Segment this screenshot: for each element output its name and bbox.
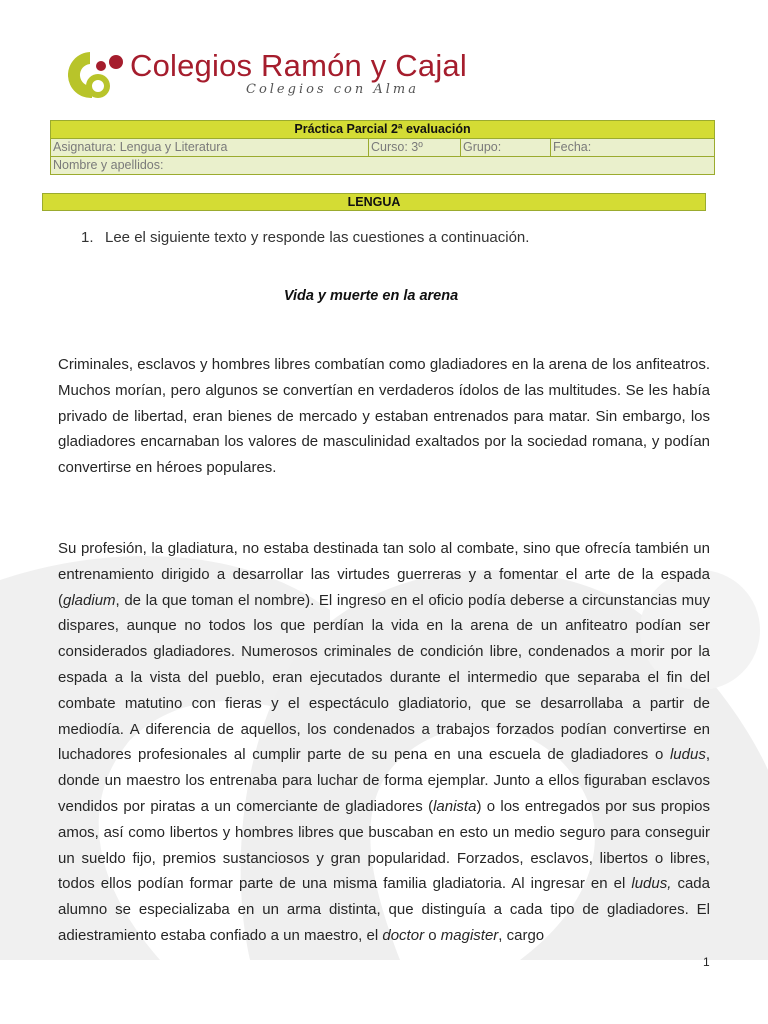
paragraph-2-text: o xyxy=(424,926,441,944)
section-heading: LENGUA xyxy=(42,193,706,211)
question-1 xyxy=(81,229,529,246)
exam-title: Práctica Parcial 2ª evaluación xyxy=(51,121,715,139)
italic-term: gladium xyxy=(63,591,116,609)
logo-mark-icon xyxy=(68,46,126,104)
paragraph-2-text: , donde un maestro los entrenaba para luchar de forma ejemplar. Junto a ellos figuraban esclavos vendidos por piratas a un comerciante de gladiadores ( xyxy=(58,746,710,815)
question-number: 1. xyxy=(81,229,94,246)
date-field[interactable]: Fecha: xyxy=(551,139,715,157)
italic-term: ludus xyxy=(669,746,706,764)
student-name-field[interactable]: Nombre y apellidos: xyxy=(51,157,715,175)
school-name: Colegios Ramón y Cajal xyxy=(130,48,467,83)
paragraph-2-text: , de la que toman el nombre). El ingreso en el oficio podía deberse a circunstancias muy dispares, aunque no todos los que perdían la vida en la arena de un anfiteatro podían ser considerados gladiadores. Numerosos criminales de condición libre, condenados a morir por la espada a la vista del pueblo, eran ejecutados durante el intermedio que separaba el fin del combate matutino con fieras y el espectáculo gladiatorio, que se desarrollaba a partir de mediodía. A diferencia de aquellos, los condenados a trabajos forzados podían convertirse en luchadores profesionales al cumplir parte de su pena en una escuela de gladiadores o xyxy=(58,591,710,764)
question-text: Lee el siguiente texto y responde las cuestiones a continuación. xyxy=(105,229,530,246)
italic-term: doctor xyxy=(382,926,425,944)
subject-field[interactable]: Asignatura: Lengua y Literatura xyxy=(51,139,369,157)
course-field[interactable]: Curso: 3º xyxy=(369,139,461,157)
paragraph-2-text: ) o los entregados por sus propios amos, así como libertos y hombres libres que buscaban en esto un medio seguro para conseguir un sueldo fijo, premios sustanciosos y gran popularidad. Forzados, esclavos, libertos o libres, todos ellos podían formar parte de una misma familia gladiatoria. Al ingresar en el xyxy=(58,797,710,893)
page-number: 1 xyxy=(703,955,710,969)
paragraph-2-text: , cargo xyxy=(498,926,545,944)
school-tagline: Colegios con Alma xyxy=(246,82,419,97)
reading-title: Vida y muerte en la arena xyxy=(283,288,459,304)
group-field[interactable]: Grupo: xyxy=(461,139,551,157)
paragraph-2-text: Su profesión, la gladiatura, no estaba destinada tan solo al combate, sino que ofrecía también un entrenamiento dirigido a desarrollar las virtudes guerreras y a fomentar el arte de la espada ( xyxy=(58,540,710,609)
exam-header-table xyxy=(50,120,715,175)
italic-term: ludus, xyxy=(631,875,672,893)
paragraph-1: Criminales, esclavos y hombres libres combatían como gladiadores en la arena de los anfiteatros. Muchos morían, pero algunos se convertían en verdaderos ídolos de las multitudes. Se les había privado de libertad, eran bienes de mercado y estaban entrenados para matar. Sin embargo, los gladiadores encarnaban los valores de masculinidad exaltados por la sociedad romana, y podían convertirse en héroes populares. xyxy=(58,356,710,477)
italic-term: magister xyxy=(440,926,499,944)
school-logo xyxy=(68,46,467,106)
italic-term: lanista xyxy=(433,797,477,815)
paragraph-2 xyxy=(58,536,710,949)
paragraph-2-text: cada alumno se especializaba en un arma distinta, que distinguía a cada tipo de gladiadores. El adiestramiento estaba confiado a un maestro, el xyxy=(58,875,710,944)
